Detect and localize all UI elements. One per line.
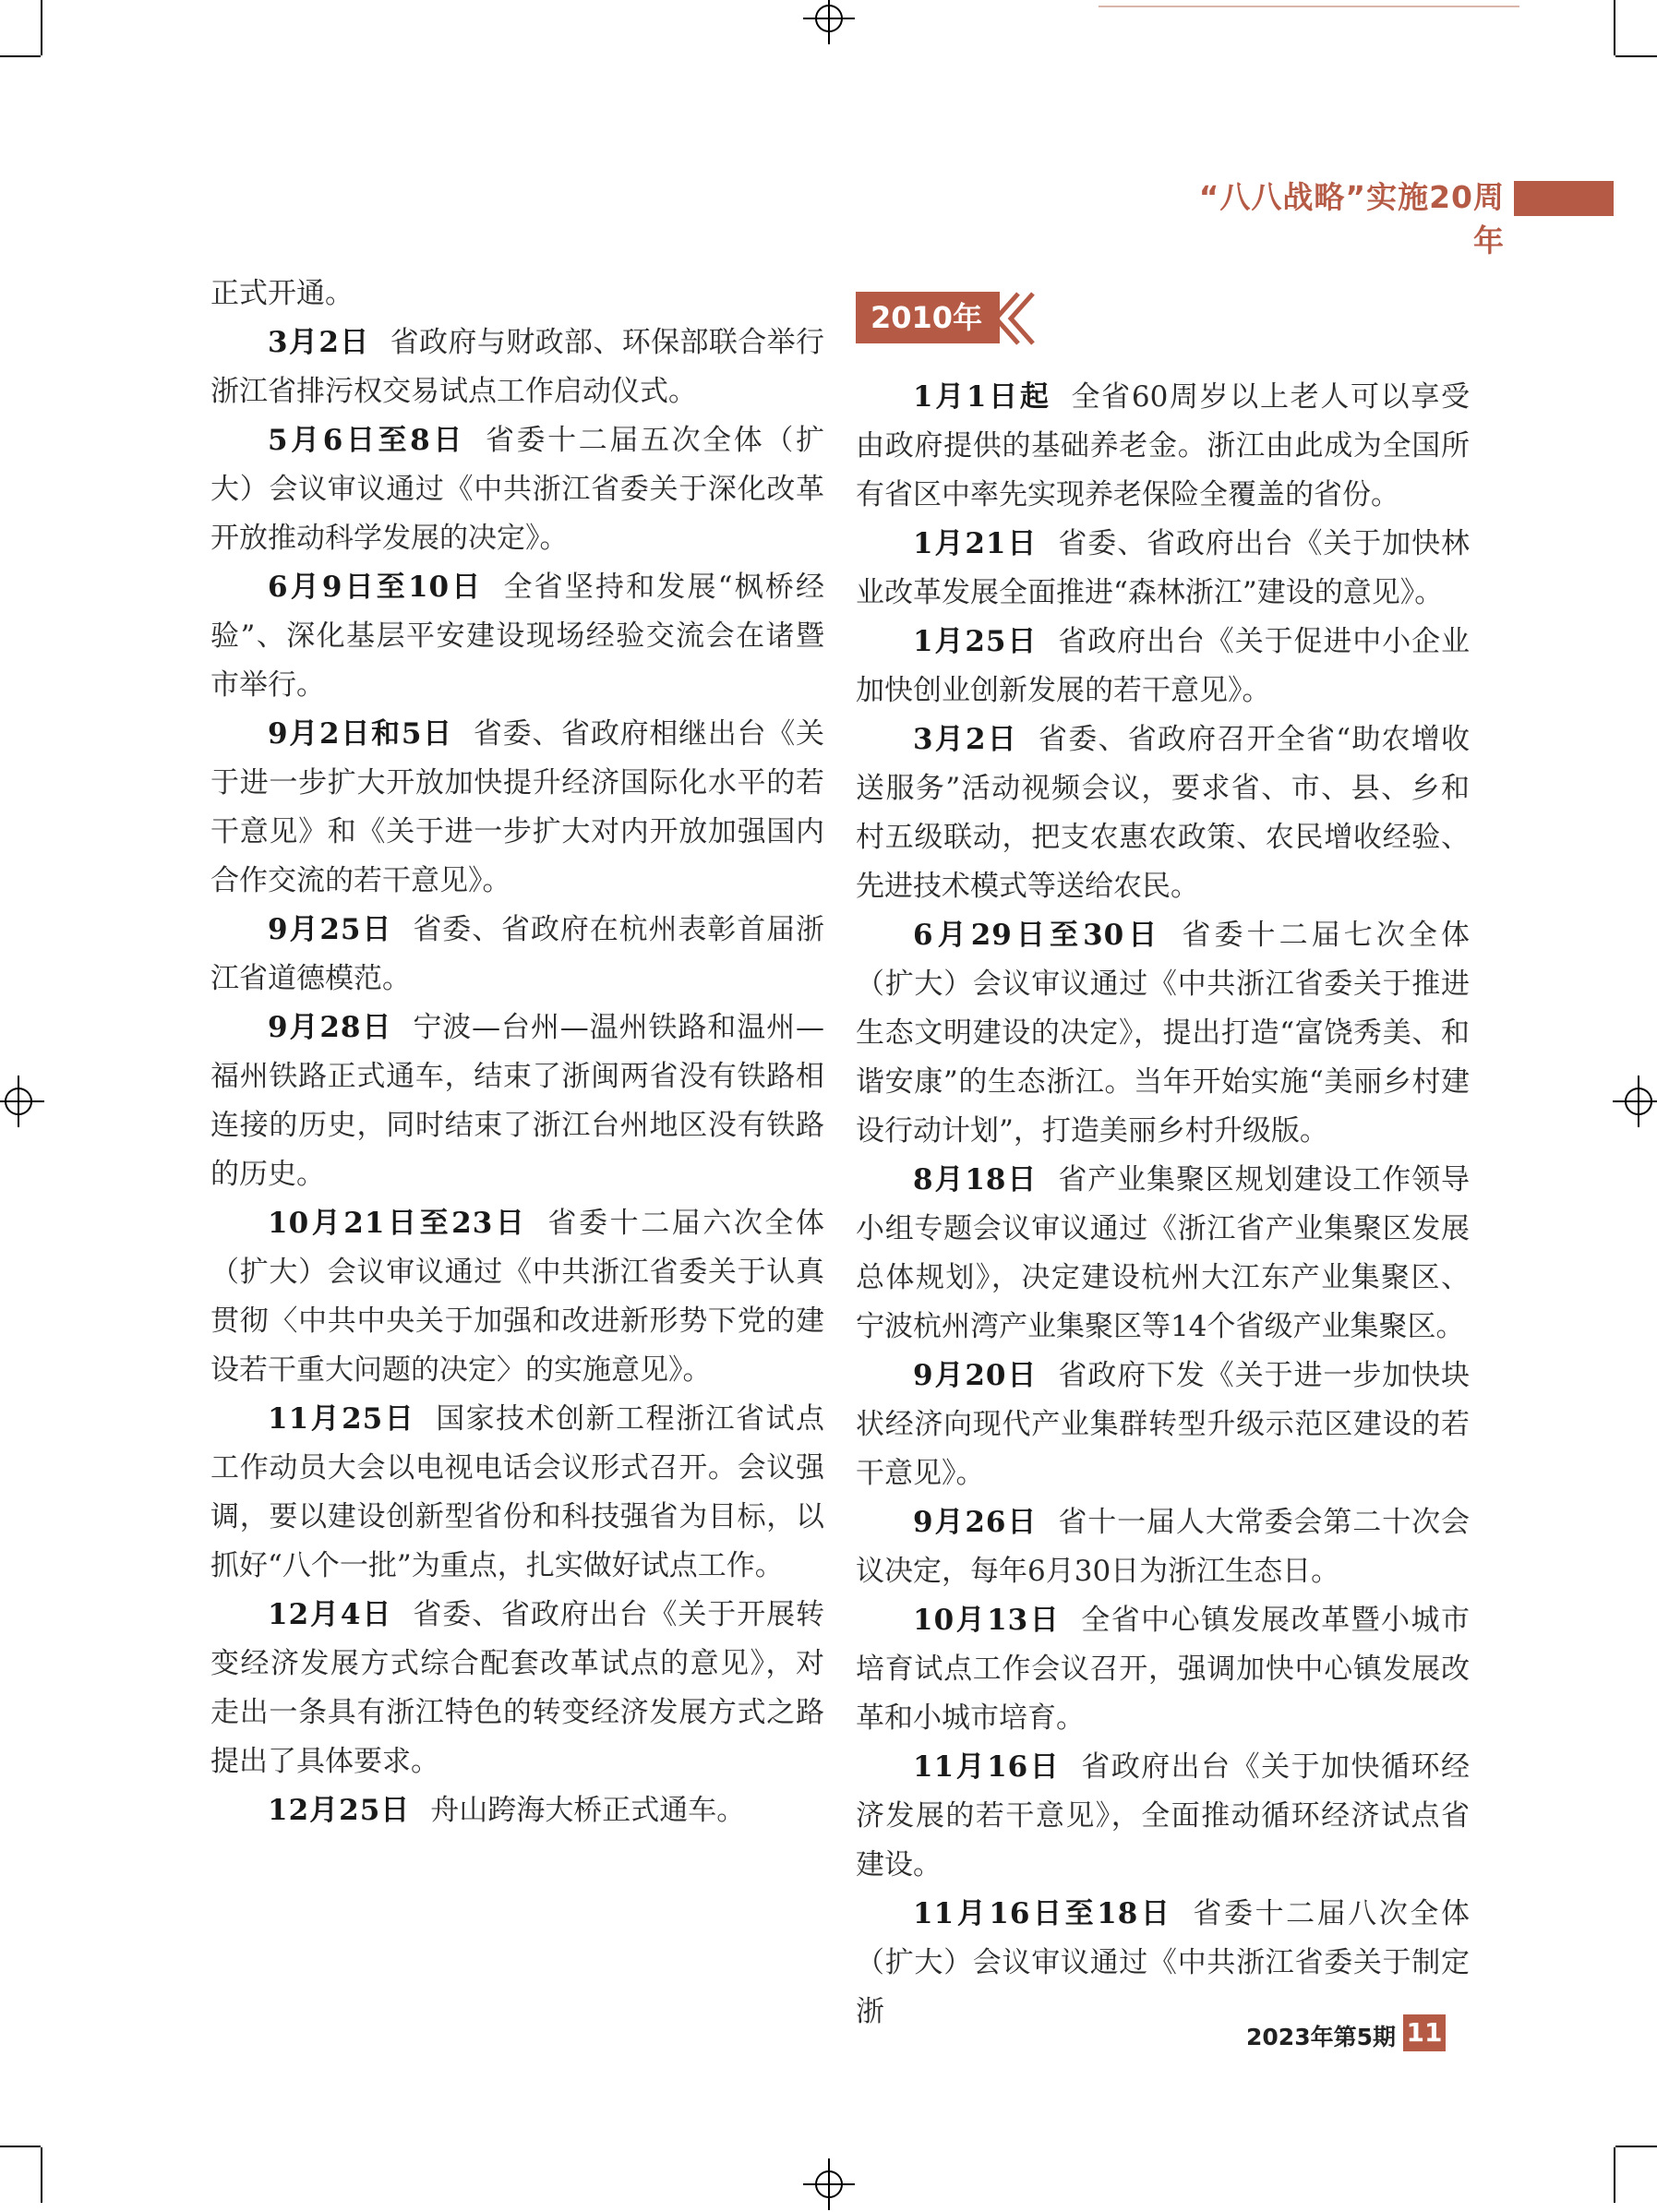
continued-text: 正式开通。 xyxy=(210,277,354,310)
crop-mark xyxy=(41,0,42,55)
entry-text: 省政府与财政部、环保部联合举行浙江省排污权交易试点工作启动仪式。 xyxy=(210,326,825,408)
entry-date: 1月21日 xyxy=(913,527,1039,560)
entry-text: 省政府下发《关于进一步加快块状经济向现代产业集群转型升级示范区建设的若干意见》。 xyxy=(856,1359,1470,1490)
entry-text: 全省坚持和发展“枫桥经验”、深化基层平安建设现场经验交流会在诸暨市举行。 xyxy=(210,571,824,702)
entry-text: 全省中心镇发展改革暨小城市培育试点工作会议召开，强调加快中心镇发展改革和小城市培育。 xyxy=(856,1604,1471,1735)
chronicle-entry xyxy=(856,911,1470,1156)
entry-date: 9月26日 xyxy=(913,1506,1039,1539)
chronicle-entry xyxy=(856,1890,1470,2037)
chronicle-entry xyxy=(210,563,824,710)
entry-text: 省委十二届八次全体（扩大）会议审议通过《中共浙江省委关于制定浙 xyxy=(856,1897,1470,2028)
chronicle-entry xyxy=(856,373,1470,520)
chronicle-entry xyxy=(856,1596,1470,1743)
entry-date: 3月2日 xyxy=(268,326,370,359)
registration-mark-icon xyxy=(801,2157,857,2212)
chronicle-entry xyxy=(210,1786,824,1835)
crop-mark xyxy=(0,2146,41,2147)
chronicle-entry xyxy=(856,1156,1470,1352)
chronicle-entry xyxy=(210,906,824,1004)
entry-date: 5月6日至8日 xyxy=(268,424,465,457)
entry-date: 6月9日至10日 xyxy=(268,571,484,604)
crop-mark xyxy=(41,2147,42,2203)
entry-text: 国家技术创新工程浙江省试点工作动员大会以电视电话会议形式召开。会议强调，要以建设创新型省份和科技强省为目标，以抓好“八个一批”为重点，扎实做好试点工作。 xyxy=(210,1402,825,1582)
entry-date: 1月25日 xyxy=(913,625,1039,658)
entry-text: 省委十二届六次全体（扩大）会议审议通过《中共浙江省委关于认真贯彻〈中共中央关于加强和改进新形势下党的建设若干重大问题的决定〉的实施意见》。 xyxy=(210,1207,824,1387)
chronicle-entry xyxy=(856,715,1470,911)
top-rule xyxy=(1099,0,1519,7)
chronicle-entry xyxy=(210,1591,824,1786)
right-column xyxy=(856,277,1470,2037)
entry-date: 9月2日和5日 xyxy=(268,717,453,751)
chronicle-entry xyxy=(210,1395,824,1591)
entry-date: 9月28日 xyxy=(268,1011,393,1044)
chronicle-entry xyxy=(210,1199,824,1395)
chronicle-entry xyxy=(210,416,824,563)
entry-text: 省委、省政府出台《关于加快林业改革发展全面推进“森林浙江”建设的意见》。 xyxy=(856,527,1470,609)
chronicle-entry xyxy=(210,1004,824,1199)
crop-mark xyxy=(1614,0,1615,55)
running-header-title: “八八战略”实施20周年 xyxy=(1198,179,1505,258)
entry-date: 3月2日 xyxy=(913,723,1019,756)
chronicle-entry xyxy=(856,1352,1470,1498)
entry-text: 省政府出台《关于加快循环经济发展的若干意见》，全面推动循环经济试点省建设。 xyxy=(856,1750,1471,1881)
entry-text: 省十一届人大常委会第二十次会议决定，每年6月30日为浙江生态日。 xyxy=(856,1506,1470,1588)
entry-text: 宁波—台州—温州铁路和温州—福州铁路正式通车，结束了浙闽两省没有铁路相连接的历史，同时结束了浙江台州地区没有铁路的历史。 xyxy=(210,1011,824,1191)
entry-text: 省委、省政府在杭州表彰首届浙江省道德模范。 xyxy=(210,913,824,995)
left-column xyxy=(210,270,824,1835)
entry-text: 舟山跨海大桥正式通车。 xyxy=(430,1794,746,1827)
entry-date: 10月13日 xyxy=(913,1604,1062,1637)
entry-date: 12月25日 xyxy=(268,1794,411,1827)
double-chevron-left-icon xyxy=(991,290,1037,347)
page-number: 11 xyxy=(1403,2014,1446,2051)
entry-text: 省产业集聚区规划建设工作领导小组专题会议审议通过《浙江省产业集聚区发展总体规划》，决定建设杭州大江东产业集聚区、宁波杭州湾产业集聚区等14个省级产业集聚区。 xyxy=(856,1163,1470,1343)
chronicle-entry xyxy=(856,1743,1470,1890)
entry-date: 9月20日 xyxy=(913,1359,1039,1392)
entry-text: 省委、省政府出台《关于开展转变经济发展方式综合配套改革试点的意见》，对走出一条具有浙江特色的转变经济发展方式之路提出了具体要求。 xyxy=(210,1598,824,1778)
chronicle-entry xyxy=(856,618,1470,715)
entry-date: 11月16日 xyxy=(913,1750,1062,1784)
header-accent-bar xyxy=(1514,181,1614,216)
entry-date: 11月16日至18日 xyxy=(913,1897,1173,1930)
chronicle-entry xyxy=(856,1498,1470,1596)
entry-text: 省委、省政府召开全省“助农增收送服务”活动视频会议，要求省、市、县、乡和村五级联动，把支农惠农政策、农民增收经验、先进技术模式等送给农民。 xyxy=(856,723,1470,903)
entry-text: 省委十二届五次全体（扩大）会议审议通过《中共浙江省委关于深化改革开放推动科学发展的决定》。 xyxy=(210,424,824,555)
entry-text: 省委、省政府相继出台《关于进一步扩大开放加快提升经济国际化水平的若干意见》和《关于进一步扩大对内开放加强国内合作交流的若干意见》。 xyxy=(210,717,824,897)
entry-date: 8月18日 xyxy=(913,1163,1039,1196)
entry-text: 全省60周岁以上老人可以享受由政府提供的基础养老金。浙江由此成为全国所有省区中率先实现养老保险全覆盖的省份。 xyxy=(856,380,1470,511)
crop-mark xyxy=(1615,55,1657,57)
year-heading xyxy=(856,292,1470,351)
entry-text: 省政府出台《关于促进中小企业加快创业创新发展的若干意见》。 xyxy=(856,625,1470,707)
chronicle-entry xyxy=(210,710,824,906)
entry-date: 6月29日至30日 xyxy=(913,919,1162,952)
chronicle-entry xyxy=(210,319,824,416)
entry-date: 11月25日 xyxy=(268,1402,416,1436)
crop-mark xyxy=(0,55,41,57)
crop-mark xyxy=(1615,2146,1657,2147)
entry-text: 省委十二届七次全体（扩大）会议审议通过《中共浙江省委关于推进生态文明建设的决定》，提出打造“富饶秀美、和谐安康”的生态浙江。当年开始实施“美丽乡村建设行动计划”，打造美丽乡村升级版。 xyxy=(856,919,1470,1148)
entry-date: 1月1日起 xyxy=(913,380,1051,414)
registration-mark-icon xyxy=(1611,1074,1657,1129)
registration-mark-icon xyxy=(0,1074,46,1129)
registration-mark-icon xyxy=(801,0,857,46)
entry-date: 10月21日至23日 xyxy=(268,1207,528,1240)
year-label: 2010年 xyxy=(856,292,1000,343)
entry-date: 12月4日 xyxy=(268,1598,393,1631)
entry-date: 9月25日 xyxy=(268,913,393,946)
chronicle-entry xyxy=(856,520,1470,618)
crop-mark xyxy=(1614,2147,1615,2203)
issue-text: 2023年第5期 xyxy=(1246,2024,1396,2050)
